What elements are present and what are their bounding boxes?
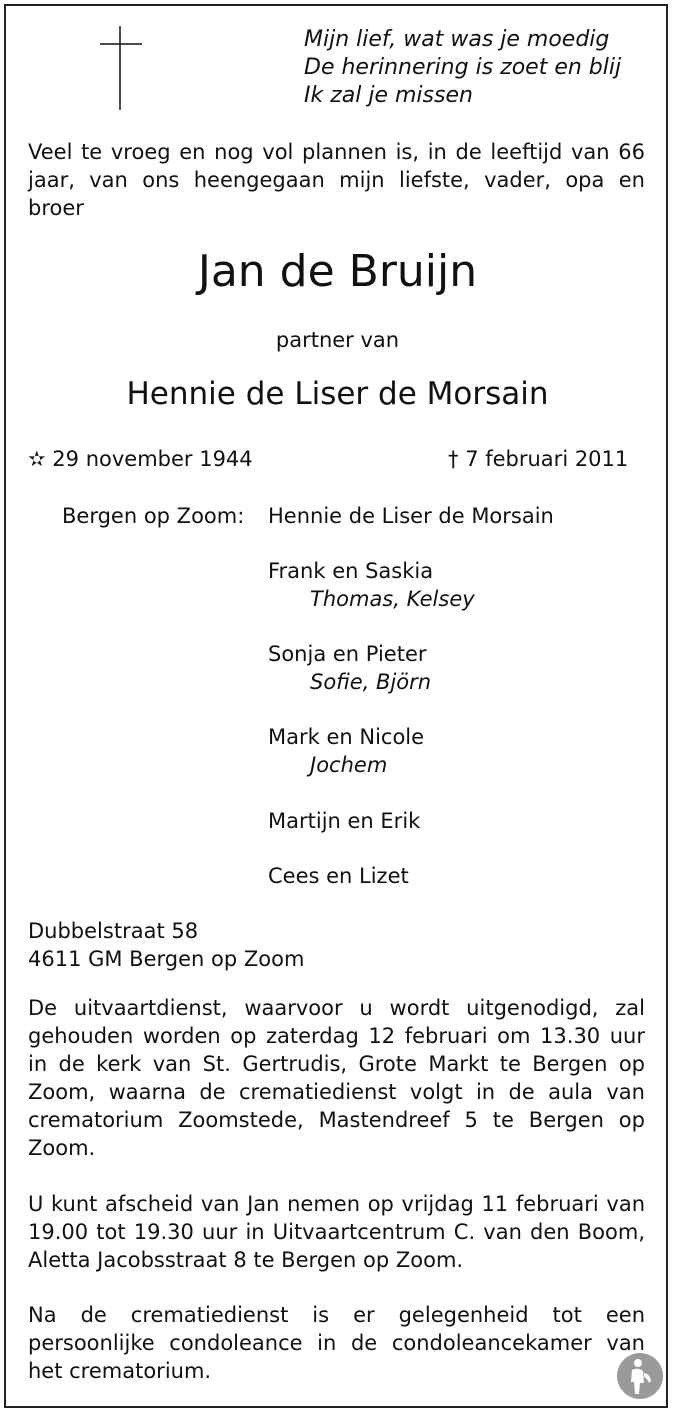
family-children: Sofie, Björn	[310, 670, 432, 694]
address-city: 4611 GM Bergen op Zoom	[28, 947, 305, 971]
family-couple: Mark en Nicole	[268, 725, 425, 749]
poem-line: Ik zal je missen	[304, 83, 473, 108]
birth-date: 29 november 1944	[52, 447, 253, 471]
birth-star-icon: ✫	[28, 447, 46, 471]
family-group	[268, 723, 424, 779]
cross-icon	[100, 26, 142, 110]
intro-text: Veel te vroeg en nog vol plannen is, in de leeftijd van 66 jaar, van ons heengegaan mijn liefste, vader, opa en broer	[28, 140, 645, 220]
family-children: Jochem	[310, 753, 388, 777]
family-couple: Cees en Lizet	[268, 864, 409, 888]
deceased-name: Jan de Bruijn	[197, 246, 478, 297]
partner-label: partner van	[275, 328, 400, 352]
service-paragraph: De uitvaartdienst, waarvoor u wordt uitgenodigd, zal gehouden worden op zaterdag 12 februari om 13.30 uur in de kerk van St. Gertrudis, Grote Markt te Bergen op Zoom, waarna de crematiedienst volgt in de aula van crematorium Zoomstede, Mastendreef 5 te Bergen op Zoom.	[28, 996, 645, 1160]
family-children: Thomas, Kelsey	[310, 587, 475, 611]
family-group	[268, 557, 475, 613]
memorial-logo-icon	[616, 1352, 664, 1400]
death-date-row	[448, 445, 628, 473]
poem	[304, 26, 621, 110]
family-couple: Martijn en Erik	[268, 809, 421, 833]
death-cross-icon: †	[448, 447, 459, 471]
poem-line: Mijn lief, wat was je moedig	[304, 27, 610, 52]
family-partner: Hennie de Liser de Morsain	[268, 504, 554, 528]
family-group	[268, 862, 409, 890]
address	[28, 917, 304, 973]
family-group	[268, 640, 431, 696]
family-place: Bergen op Zoom:	[62, 504, 245, 528]
farewell-paragraph: U kunt afscheid van Jan nemen op vrijdag 11 februari van 19.00 tot 19.30 uur in Uitvaartcentrum C. van den Boom, Aletta Jacobsstraat 8 te Bergen op Zoom.	[28, 1192, 645, 1272]
birth-date-row	[28, 445, 253, 473]
death-date: 7 februari 2011	[465, 447, 629, 471]
address-street: Dubbelstraat 58	[28, 919, 199, 943]
family-couple: Sonja en Pieter	[268, 642, 427, 666]
condolence-paragraph: Na de crematiedienst is er gelegenheid tot een persoonlijke condoleance in de condoleancekamer van het crematorium.	[28, 1303, 645, 1383]
family-group	[268, 807, 420, 835]
family-couple: Frank en Saskia	[268, 559, 434, 583]
partner-name: Hennie de Liser de Morsain	[126, 376, 549, 412]
poem-line: De herinnering is zoet en blij	[304, 55, 622, 80]
